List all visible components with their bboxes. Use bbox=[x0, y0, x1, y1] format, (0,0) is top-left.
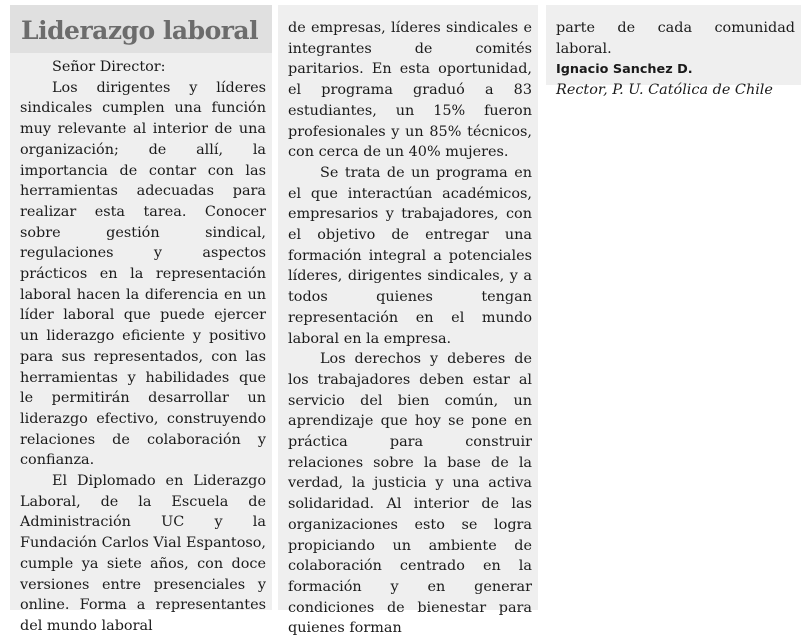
paragraph-2-continued: de empresas, líderes sindicales e integrantes de comités paritarios. En esta oportunidad, el programa graduó a 83 estudiantes, un 15% fueron profesionales y un 85% técnicos, con cerca de un 40% mujeres. bbox=[288, 20, 532, 161]
column-1-body bbox=[10, 53, 272, 637]
paragraph-3: Se trata de un programa en el que interactúan académicos, empresarios y trabajadores, con el objetivo de entregar una formación integral a potenciales líderes, dirigentes sindicales, y a todos quienes tengan representación en el mundo laboral en la empresa. bbox=[288, 164, 532, 347]
paragraph-4-continued: parte de cada comunidad laboral. bbox=[556, 20, 795, 57]
paragraph-4: Los derechos y deberes de los trabajadores deben estar al servicio del bien común, un aprendizaje que hoy se pone en práctica para construir relaciones sobre la base de la verdad, la justicia y una activa solidaridad. Al interior de las organizaciones esto se logra propiciando un ambiente de colaboración centrado en la formación y en generar condiciones de bienestar para quienes forman bbox=[288, 351, 532, 637]
paragraph-2: El Diplomado en Liderazgo Laboral, de la Escuela de Administración UC y la Fundación Carlos Vial Espantoso, cumple ya siete años, con doce versiones entre presenciales y online. Forma a representantes del mundo laboral bbox=[20, 473, 266, 634]
salutation: Señor Director: bbox=[52, 59, 166, 75]
column-2 bbox=[278, 5, 538, 637]
column-2-body bbox=[278, 5, 538, 639]
column-3 bbox=[546, 5, 801, 99]
signature-title: Rector, P. U. Católica de Chile bbox=[556, 82, 773, 99]
signature-name: Ignacio Sanchez D. bbox=[556, 62, 693, 78]
article-headline: Liderazgo laboral bbox=[10, 5, 272, 53]
column-3-body bbox=[546, 5, 801, 101]
paragraph-1: Los dirigentes y líderes sindicales cumplen una función muy relevante al interior de una organización; de allí, la importancia de contar con las herramientas adecuadas para realizar esta tarea. Conocer sobre gestión sindical, regulaciones y aspectos prácticos en la representación laboral hacen la diferencia en un líder laboral que puede ejercer un liderazgo eficiente y positivo para sus representados, con las herramientas y habilidades que le permitirán desarrollar un liderazgo efectivo, construyendo relaciones de colaboración y confianza. bbox=[20, 79, 266, 469]
column-1 bbox=[10, 5, 272, 634]
